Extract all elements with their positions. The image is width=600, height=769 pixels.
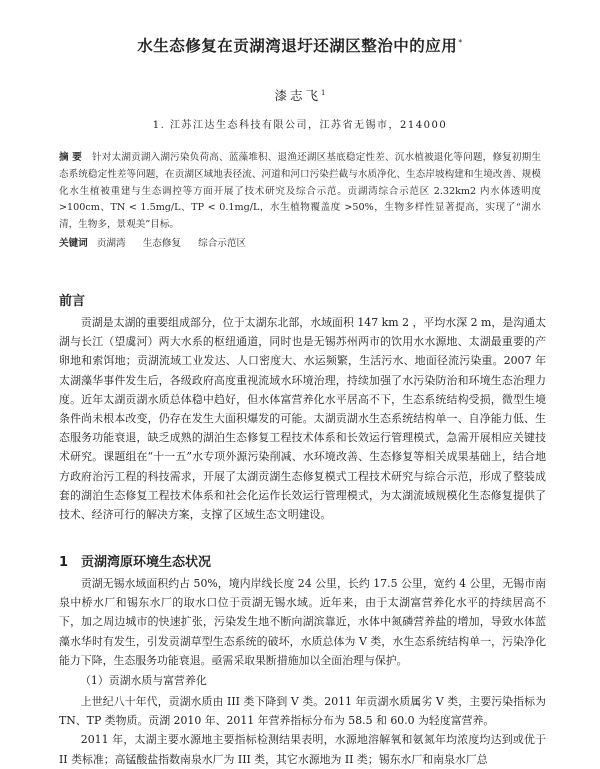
- title-footnote-mark: *: [458, 37, 463, 47]
- section-1-paragraph: 上世纪八十年代，贡湖水质由 III 类下降到 V 类。2011 年贡湖水质属劣 V 类，主要污染指标为 TN、TP 类物质。贡湖 2010 年、2011 年营养指标分布为 58.5 和 60.0 为轻度富营养。: [59, 695, 546, 728]
- keywords-label: 关键词: [59, 238, 88, 249]
- author-name: 漆志飞: [274, 88, 322, 103]
- section-1-body: [59, 574, 546, 670]
- section-1-paragraph: 2011 年，太湖主要水源地主要指标检测结果表明，水源地溶解氧和氨氮年均浓度均达到或优于 II 类标准；高锰酸盐指数南泉水厂为 III 类，其它水源地为 II 类；锡东水厂和南泉水厂总: [59, 733, 546, 766]
- author-affiliation-mark: 1: [321, 88, 326, 97]
- subsection-heading-1: （1）贡湖水质与富营养化: [80, 674, 207, 687]
- author-line: [0, 86, 600, 104]
- affiliation: 1. 江苏江达生态科技有限公司，江苏省无锡市，214000: [152, 120, 448, 131]
- paper-title: [0, 34, 600, 56]
- section-heading-intro: 前言: [59, 294, 86, 309]
- section-1-paragraph: 贡湖无锡水域面积约占 50%，境内岸线长度 24 公里，长约 17.5 公里，宽约 4 公里，无锡市南泉中桥水厂和锡东水厂的取水口位于贡湖无锡水域。近年来，由于太湖富营养化水平的持续居高不下，加之周边城市的快速扩张，污染发生地不断向湖滨靠近，水体中氮磷营养盐的增加，导致水体蓝藻水华时有发生，引发贡湖草型生态系统的破坏，水质总体为 V 类，水生态系统结构单一，污染净化能力下降，生态服务功能衰退。亟需采取果断措施加以全面治理与保护。: [59, 577, 546, 667]
- intro-body: [59, 313, 546, 524]
- keyword: 生态修复: [142, 238, 182, 249]
- title-text: 水生态修复在贡湖湾退圩还湖区整治中的应用: [137, 37, 458, 55]
- section-heading-1: 1 贡湖湾原环境生态状况: [59, 555, 212, 570]
- abstract: [59, 150, 541, 234]
- intro-paragraph: 贡湖是太湖的重要组成部分，位于太湖东北部，水域面积 147 km 2 ，平均水深 2 m，是沟通太湖与长江（望虞河）两大水系的枢纽通道，同时也是无锡苏州两市的饮用水水源地、太湖最重要的产卵地和索饵地；贡湖流域工业发达、人口密度大、水运频繁，生活污水、地面径流污染重。2007 年太湖藻华事件发生后，各级政府高度重视流域水环境治理，持续加强了水污染防治和环境生态治理力度。近年太湖贡湖水质总体稳中趋好，但水体富营养化水平居高不下，生态系统结构受损，微型生境条件尚未根本改变，仍存在发生大面积爆发的可能。太湖贡湖水生态系统结构单一、自净能力低、生态服务功能衰退，缺乏成熟的湖泊生态修复工程技术体系和长效运行管理模式，急需开展相应关键技术研究。课题组在“十一五”水专项外源污染削减、水环境改善、生态修复等相关成果基础上，结合地方政府治污工程的科技需求，开展了太湖贡湖生态修复模式工程技术研究与综合示范，形成了整装成套的湖泊生态修复工程技术体系和社会化运作长效运行管理模式，为太湖流域规模化生态修复提供了技术、经济可行的解决方案，支撑了区域生态文明建设。: [59, 316, 546, 522]
- keyword: 综合示范区: [198, 238, 247, 249]
- keyword: 贡湖湾: [96, 238, 126, 249]
- section-1-body-2: [59, 692, 546, 769]
- abstract-text: 针对太湖贡湖入湖污染负荷高、蓝藻堆积、退渔还湖区基底稳定性差、沉水植被退化等问题，修复初期生态系统稳定性差等问题，在贡湖区域地表径流、河道和河口污染拦截与水质净化、生态岸坡构建和生境改善、规模化水生植被重建与生态调控等方面开展了技术研究及综合示范。贡湖湾综合示范区 2.32km2 内水体透明度 >100cm、TN < 1.5mg/L、TP < 0.1mg/L，水生植物覆盖度 >50%，生物多样性显著提高，实现了“湖水清，生物多，景观美”目标。: [59, 152, 542, 231]
- abstract-label: 摘 要: [59, 152, 83, 163]
- keywords: [59, 236, 541, 252]
